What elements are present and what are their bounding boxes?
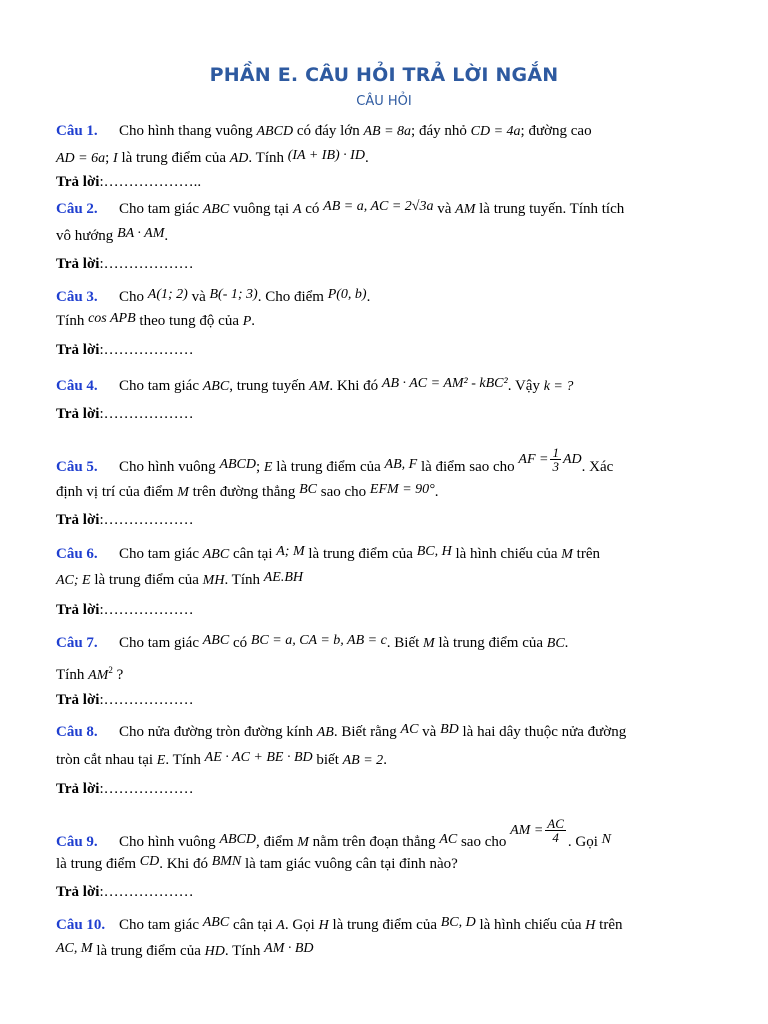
question-text: . xyxy=(383,752,387,768)
math-expression: P xyxy=(242,314,252,329)
math-expression: AE.BH xyxy=(263,570,304,585)
math-expression: M xyxy=(423,636,435,651)
question-text: Cho hình vuông xyxy=(119,458,220,475)
question-text: . xyxy=(251,313,256,329)
math-expression: AD = 6a xyxy=(56,151,106,166)
question-text: . Tính xyxy=(248,150,288,166)
question-text: ; đáy nhỏ xyxy=(411,123,471,139)
math-expression: AC; E xyxy=(56,573,91,588)
math-expression: H xyxy=(318,918,329,933)
answer-blank: :……………… xyxy=(99,781,194,797)
question-text: . Tính xyxy=(224,572,264,588)
math-expression: AC xyxy=(400,722,419,737)
section-title: PHẦN E. CÂU HỎI TRẢ LỜI NGẮN xyxy=(209,64,559,86)
answer-label: Trả lời xyxy=(56,884,100,900)
question-text: và xyxy=(187,289,210,305)
question-text: theo tung độ của xyxy=(135,313,243,329)
question-number: Câu 10. xyxy=(56,917,106,933)
question-text: biết xyxy=(312,752,343,768)
answer-label: Trả lời xyxy=(56,512,100,528)
answer-blank: :……………… xyxy=(99,256,194,272)
answer-line-6 xyxy=(56,600,716,620)
question-1-line-2 xyxy=(56,148,716,169)
math-expression: BC xyxy=(546,636,565,651)
math-expression: A(1; 2) xyxy=(147,287,188,302)
math-expression: H xyxy=(585,918,596,933)
question-number: Câu 3. xyxy=(56,289,98,305)
question-text: . xyxy=(364,150,369,166)
math-expression: A; M xyxy=(276,544,305,559)
question-text: Cho tam giác xyxy=(119,917,203,933)
question-text: là trung điểm của xyxy=(304,546,417,562)
question-3-line-2 xyxy=(56,311,716,332)
question-text: ; xyxy=(105,150,114,166)
question-text: là trung tuyến. Tính tích xyxy=(475,201,625,217)
math-expression: ABCD xyxy=(219,831,256,847)
math-expression: BC = a, CA = b, AB = c xyxy=(250,633,387,648)
answer-label: Trả lời xyxy=(56,781,100,797)
fraction-numerator: 1 xyxy=(552,445,559,460)
math-expression: AM · BD xyxy=(264,941,314,956)
answer-line-8 xyxy=(56,779,716,799)
question-4-line-1 xyxy=(56,376,716,397)
question-text: . Khi đó xyxy=(159,856,212,872)
question-text: định vị trí của điểm xyxy=(56,484,178,500)
math-superscript: 2 xyxy=(108,665,113,675)
question-7-line-2 xyxy=(56,660,716,686)
math-expression: AE · AC + BE · BD xyxy=(204,750,313,765)
question-8-line-2 xyxy=(56,750,716,771)
math-expression: I xyxy=(113,151,118,166)
math-expression: A xyxy=(292,202,302,217)
answer-label: Trả lời xyxy=(56,342,100,358)
question-6-line-2 xyxy=(56,570,716,591)
question-text: vô hướng xyxy=(56,228,118,244)
math-expression: BD xyxy=(440,722,459,737)
question-number: Câu 8. xyxy=(56,724,98,740)
question-text: và xyxy=(433,201,456,217)
question-text: ; xyxy=(256,458,264,475)
question-text: có đáy lớn xyxy=(293,123,364,139)
math-expression: AM xyxy=(455,202,476,217)
question-text: là tam giác vuông cân tại đỉnh nào? xyxy=(241,856,458,872)
question-text: là trung điểm của xyxy=(272,458,385,475)
math-expression: AD xyxy=(562,451,582,467)
question-text: là trung điểm xyxy=(56,856,140,872)
fraction-numerator: AC xyxy=(547,816,564,831)
math-expression: B(- 1; 3) xyxy=(209,287,258,302)
question-text: Cho hình vuông xyxy=(119,833,220,850)
math-expression: N xyxy=(601,831,611,847)
question-text: có xyxy=(301,201,324,217)
question-5-line-1 xyxy=(56,445,716,481)
math-expression: ABCD xyxy=(219,456,256,472)
question-2-line-2 xyxy=(56,226,716,247)
math-expression: cos APB xyxy=(88,311,136,326)
question-text: , trung tuyến xyxy=(229,378,310,394)
math-expression: BC, D xyxy=(440,915,476,930)
question-text: trên xyxy=(572,546,600,562)
question-text: trên đường thẳng xyxy=(188,484,300,500)
answer-label: Trả lời xyxy=(56,406,100,422)
question-10-line-1 xyxy=(56,915,716,936)
answer-blank: :……………… xyxy=(99,406,194,422)
question-text: Tính xyxy=(56,313,89,329)
question-9-line-2 xyxy=(56,854,716,875)
question-text: . xyxy=(564,635,569,651)
question-text: Cho hình thang vuông xyxy=(119,123,257,139)
math-expression: AM = xyxy=(510,822,544,838)
math-expression: E xyxy=(156,753,166,768)
answer-line-2 xyxy=(56,254,716,274)
question-1-line-1 xyxy=(56,121,716,142)
math-expression: ABC xyxy=(202,379,230,394)
question-5-line-2 xyxy=(56,482,716,503)
math-expression: M xyxy=(561,547,573,562)
answer-label: Trả lời xyxy=(56,256,100,272)
answer-line-5 xyxy=(56,510,716,530)
answer-blank: :……………… xyxy=(99,512,194,528)
question-text: là hình chiếu của xyxy=(475,917,586,933)
answer-line-4 xyxy=(56,404,716,424)
question-text: . Vậy xyxy=(507,378,544,394)
math-expression: CD = 4a xyxy=(470,124,521,139)
question-text: là trung điểm của xyxy=(434,635,547,651)
math-expression: ABC xyxy=(202,202,230,217)
math-expression: ABCD xyxy=(256,124,294,139)
math-expression: AB, F xyxy=(384,456,418,472)
math-expression: ABC xyxy=(202,547,230,562)
question-text: là hai dây thuộc nửa đường xyxy=(458,724,627,740)
question-text: sao cho xyxy=(457,833,511,850)
math-expression: E xyxy=(263,459,273,475)
question-number: Câu 7. xyxy=(56,635,98,651)
answer-blank: :……………… xyxy=(99,342,194,358)
fraction-denominator: 4 xyxy=(552,830,559,845)
answer-label: Trả lời xyxy=(56,602,100,618)
answer-line-3 xyxy=(56,340,716,360)
question-text: ? xyxy=(112,667,124,683)
answer-line-9 xyxy=(56,882,716,902)
question-text: . Tính xyxy=(224,943,265,959)
question-text: là trung điểm của xyxy=(90,572,203,588)
question-text: Cho tam giác xyxy=(119,201,203,217)
question-text: có xyxy=(229,635,251,651)
fraction xyxy=(545,817,566,844)
math-expression: (IA + IB) · ID xyxy=(287,148,365,163)
question-text: là trung điểm của xyxy=(92,943,205,959)
question-8-line-1 xyxy=(56,722,716,743)
question-text: . Gọi xyxy=(284,917,319,933)
question-text: . xyxy=(366,289,371,305)
question-text: và xyxy=(418,724,441,740)
math-expression: CD xyxy=(139,854,160,869)
math-expression: ABC xyxy=(202,915,230,930)
question-9-line-1 xyxy=(56,816,716,856)
question-text: là hình chiếu của xyxy=(451,546,562,562)
question-text: . xyxy=(164,228,169,244)
question-text: trên xyxy=(595,917,623,933)
question-number: Câu 5. xyxy=(56,458,98,475)
question-text: cân tại xyxy=(229,917,277,933)
question-text: Cho tam giác xyxy=(119,546,203,562)
question-text: là trung điểm của xyxy=(117,150,230,166)
answer-blank: :……………….. xyxy=(99,174,202,190)
math-expression: BC xyxy=(299,482,318,497)
math-expression: BMN xyxy=(211,854,242,869)
math-expression: AC, M xyxy=(56,941,93,956)
question-text: Cho tam giác xyxy=(119,378,203,394)
math-expression: AM xyxy=(88,668,109,683)
math-expression: EFM = 90° xyxy=(369,482,435,497)
question-text: sao cho xyxy=(317,484,370,500)
math-expression: M xyxy=(177,485,189,500)
math-expression: AC xyxy=(439,831,458,847)
answer-blank: :……………… xyxy=(99,884,194,900)
math-expression: HD xyxy=(204,944,225,959)
math-expression: k = ? xyxy=(543,379,574,394)
answer-blank: :……………… xyxy=(99,602,194,618)
question-6-line-1 xyxy=(56,544,716,565)
answer-blank: :……………… xyxy=(99,692,194,708)
math-expression: AF = xyxy=(518,451,549,467)
question-text: cân tại xyxy=(229,546,277,562)
math-expression: BA · AM xyxy=(117,226,165,241)
question-text: là trung điểm của xyxy=(328,917,441,933)
math-expression: AB = a, AC = 2√3a xyxy=(323,199,434,214)
question-text: Tính xyxy=(56,667,89,683)
math-expression: MH xyxy=(202,573,225,588)
question-text: . Biết xyxy=(386,635,424,651)
question-3-line-1 xyxy=(56,287,716,308)
question-text: . Gọi xyxy=(567,833,602,850)
question-text: Cho tam giác xyxy=(119,635,203,651)
math-expression: BC, H xyxy=(416,544,452,559)
question-number: Câu 2. xyxy=(56,201,98,217)
math-expression: AM xyxy=(309,379,330,394)
math-expression: P(0, b) xyxy=(327,287,367,302)
question-10-line-2 xyxy=(56,941,716,962)
question-text: . Cho điểm xyxy=(257,289,328,305)
question-number: Câu 1. xyxy=(56,123,98,139)
question-text: nằm trên đoạn thẳng xyxy=(308,833,440,850)
question-text: Cho nửa đường tròn đường kính xyxy=(119,724,317,740)
math-expression: AB xyxy=(316,725,334,740)
question-7-line-1 xyxy=(56,633,716,654)
question-text: . Xác xyxy=(581,458,614,475)
question-text: ; đường cao xyxy=(520,123,592,139)
math-expression: ABC xyxy=(202,633,230,648)
math-expression: AB · AC = AM² - kBC² xyxy=(381,376,508,391)
question-2-line-1 xyxy=(56,199,716,220)
question-text: . Khi đó xyxy=(329,378,382,394)
section-subtitle: CÂU HỎI xyxy=(356,94,412,109)
question-text: . Biết rằng xyxy=(333,724,401,740)
math-expression: AB = 2 xyxy=(342,753,384,768)
answer-line-7 xyxy=(56,690,716,710)
math-expression: AD xyxy=(229,151,249,166)
math-expression: A xyxy=(276,918,285,933)
question-text: , điểm xyxy=(256,833,298,850)
question-number: Câu 9. xyxy=(56,833,98,850)
math-expression: AB = 8a xyxy=(363,124,412,139)
math-expression: M xyxy=(297,834,309,850)
fraction-denominator: 3 xyxy=(552,459,559,474)
answer-line-1 xyxy=(56,172,716,192)
question-text: là điểm sao cho xyxy=(417,458,519,475)
question-text: tròn cắt nhau tại xyxy=(56,752,157,768)
question-text: . Tính xyxy=(165,752,205,768)
answer-label: Trả lời xyxy=(56,174,100,190)
answer-label: Trả lời xyxy=(56,692,100,708)
question-number: Câu 4. xyxy=(56,378,98,394)
question-text: . xyxy=(434,484,439,500)
question-text: Cho xyxy=(119,289,148,305)
question-text: vuông tại xyxy=(229,201,293,217)
fraction xyxy=(550,446,561,473)
question-number: Câu 6. xyxy=(56,546,98,562)
